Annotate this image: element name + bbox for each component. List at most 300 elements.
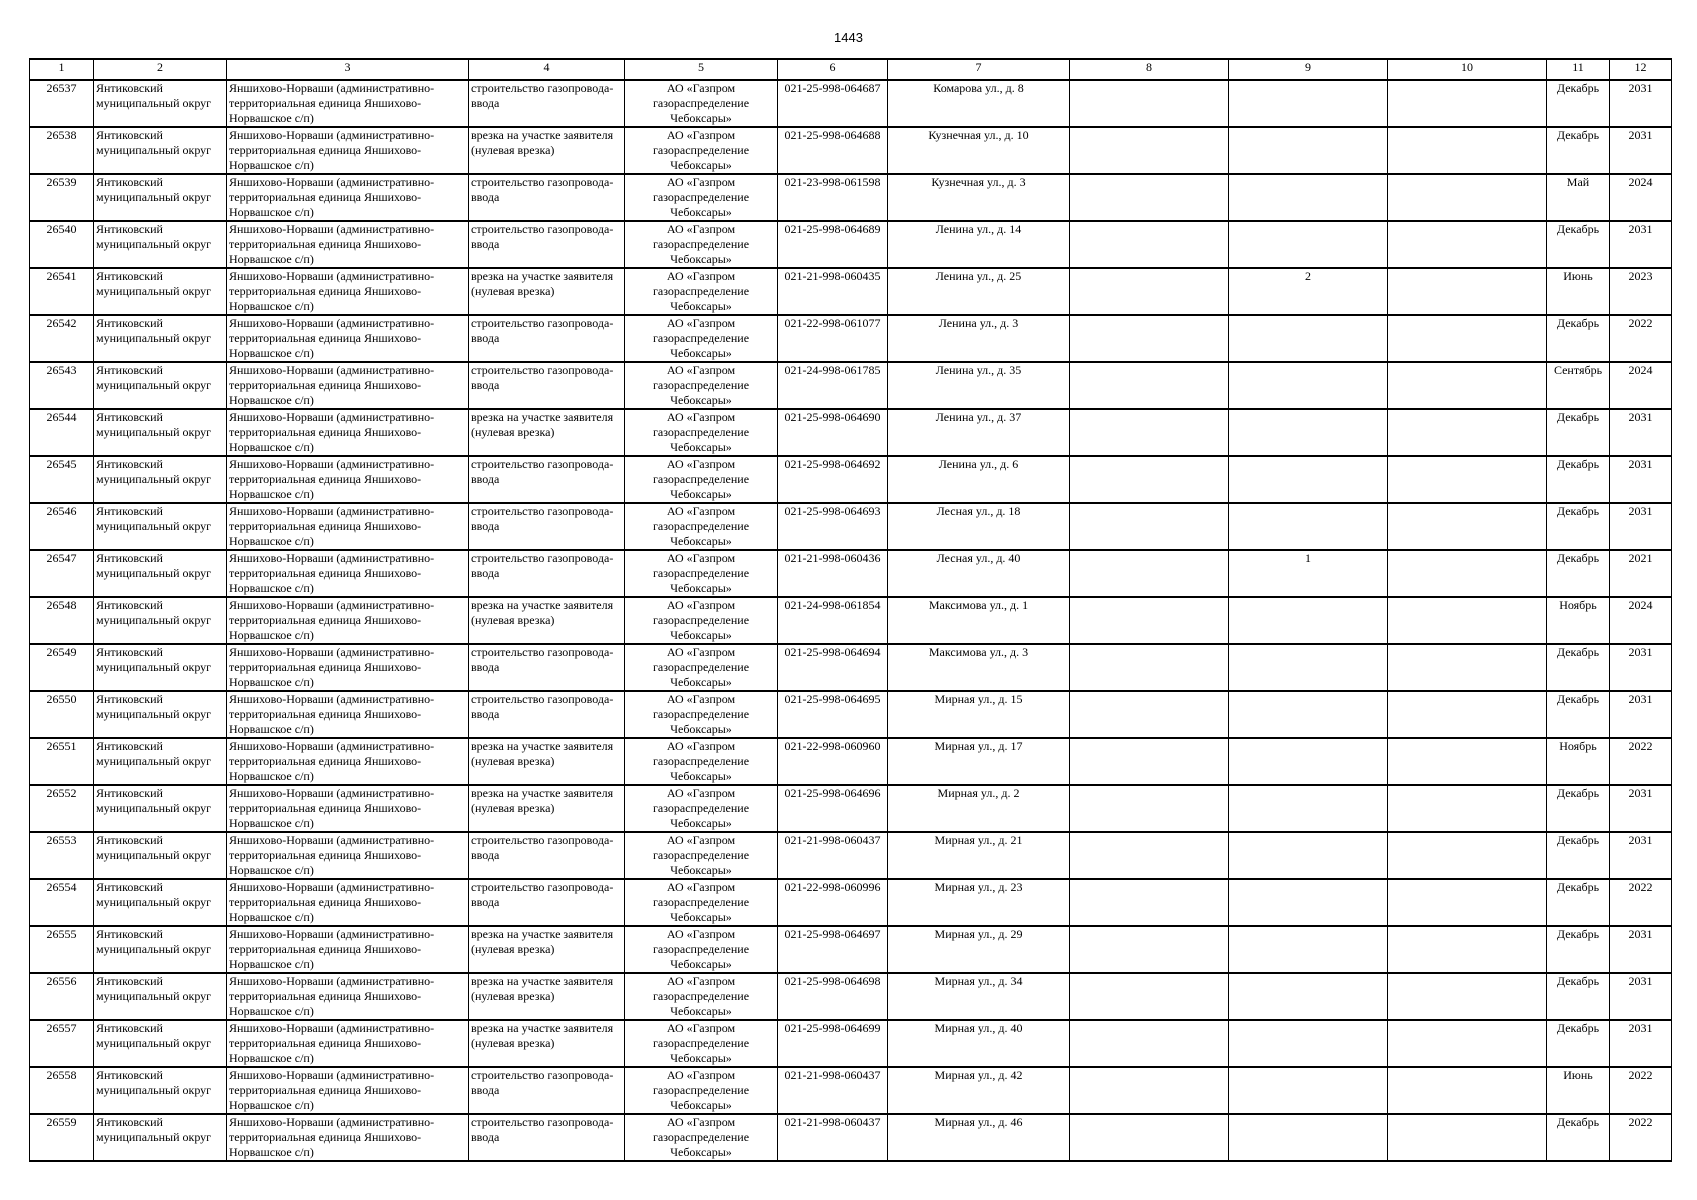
month-cell [1547,268,1610,315]
month-cell [1547,879,1610,926]
application-code-cell [778,691,888,738]
organization-cell [625,221,778,268]
address-cell [888,503,1070,550]
table-row [30,456,1672,503]
address-cell-text: Мирная ул., д. 23 [934,880,1023,894]
column-header: 10 [1388,59,1547,80]
year-cell-text: 2031 [1628,974,1653,988]
work-type-cell-text: врезка на участке заявителя (нулевая врезка) [471,269,614,298]
column-8-cell [1070,973,1229,1020]
settlement-cell [227,221,469,268]
settlement-cell [227,1020,469,1067]
organization-cell-text: АО «Газпром газораспределение Чебоксары» [652,128,750,172]
record-number-cell-text: 26540 [46,222,77,236]
application-code-cell-text: 021-25-998-064692 [784,457,881,471]
application-code-cell-text: 021-22-998-061077 [784,316,881,330]
district-cell-text: Янтиковский муниципальный округ [96,316,212,345]
month-cell-text: Декабрь [1556,880,1600,894]
application-code-cell [778,926,888,973]
column-10-cell [1388,221,1547,268]
organization-cell [625,1020,778,1067]
column-10-cell [1388,174,1547,221]
column-8-cell [1070,1067,1229,1114]
work-type-cell [469,785,625,832]
month-cell [1547,409,1610,456]
month-cell-text: Декабрь [1556,222,1600,236]
column-header: 6 [778,59,888,80]
column-9-cell [1229,268,1388,315]
work-type-cell-text: строительство газопровода-ввода [471,880,614,909]
column-9-cell [1229,1114,1388,1161]
month-cell [1547,738,1610,785]
work-type-cell [469,268,625,315]
application-code-cell-text: 021-24-998-061854 [784,598,881,612]
record-number-cell-text: 26556 [46,974,77,988]
address-cell [888,174,1070,221]
settlement-cell-text: Яншихово-Норваши (административно-территориальная единица Яншихово-Норвашское с/п) [229,410,435,454]
month-cell [1547,127,1610,174]
year-cell-text: 2031 [1628,786,1653,800]
column-8-cell [1070,221,1229,268]
record-number-cell-text: 26554 [46,880,77,894]
organization-cell-text: АО «Газпром газораспределение Чебоксары» [652,927,750,971]
year-cell-text: 2031 [1628,927,1653,941]
district-cell [94,315,227,362]
settlement-cell-text: Яншихово-Норваши (административно-территориальная единица Яншихово-Норвашское с/п) [229,645,435,689]
work-type-cell [469,315,625,362]
organization-cell-text: АО «Газпром газораспределение Чебоксары» [652,81,750,125]
district-cell [94,362,227,409]
work-type-cell-text: врезка на участке заявителя (нулевая врезка) [471,410,614,439]
application-code-cell [778,80,888,127]
column-header: 8 [1070,59,1229,80]
settlement-cell [227,315,469,362]
record-number-cell [30,503,94,550]
organization-cell [625,315,778,362]
record-number-cell-text: 26550 [46,692,77,706]
settlement-cell-text: Яншихово-Норваши (административно-территориальная единица Яншихово-Норвашское с/п) [229,598,435,642]
column-8-cell [1070,503,1229,550]
work-type-cell [469,973,625,1020]
address-cell-text: Максимова ул., д. 3 [928,645,1029,659]
table-row [30,503,1672,550]
settlement-cell [227,80,469,127]
work-type-cell-text: строительство газопровода-ввода [471,222,614,251]
work-type-cell [469,127,625,174]
district-cell-text: Янтиковский муниципальный округ [96,269,212,298]
year-cell-text: 2022 [1628,739,1653,753]
column-9-cell [1229,503,1388,550]
month-cell-text: Ноябрь [1559,598,1597,612]
year-cell [1610,832,1672,879]
record-number-cell [30,738,94,785]
organization-cell-text: АО «Газпром газораспределение Чебоксары» [652,269,750,313]
work-type-cell-text: строительство газопровода-ввода [471,692,614,721]
month-cell-text: Декабрь [1556,927,1600,941]
application-code-cell [778,785,888,832]
application-code-cell-text: 021-21-998-060437 [784,1115,881,1129]
table-row [30,127,1672,174]
table-row [30,362,1672,409]
application-code-cell [778,315,888,362]
column-10-cell [1388,80,1547,127]
record-number-cell-text: 26555 [46,927,77,941]
address-cell [888,1067,1070,1114]
district-cell-text: Янтиковский муниципальный округ [96,927,212,956]
column-9-cell [1229,785,1388,832]
month-cell-text: Декабрь [1556,645,1600,659]
record-number-cell [30,1020,94,1067]
settlement-cell [227,644,469,691]
year-cell [1610,456,1672,503]
settlement-cell [227,456,469,503]
application-code-cell-text: 021-25-998-064699 [784,1021,881,1035]
application-code-cell [778,879,888,926]
organization-cell-text: АО «Газпром газораспределение Чебоксары» [652,692,750,736]
column-10-cell [1388,597,1547,644]
month-cell [1547,315,1610,362]
year-cell-text: 2022 [1628,880,1653,894]
work-type-cell-text: строительство газопровода-ввода [471,833,614,862]
settlement-cell-text: Яншихово-Норваши (административно-территориальная единица Яншихово-Норвашское с/п) [229,316,435,360]
organization-cell [625,973,778,1020]
district-cell [94,879,227,926]
address-cell [888,1020,1070,1067]
address-cell [888,268,1070,315]
organization-cell-text: АО «Газпром газораспределение Чебоксары» [652,410,750,454]
year-cell-text: 2023 [1628,269,1653,283]
column-10-cell [1388,879,1547,926]
application-code-cell-text: 021-21-998-060437 [784,1068,881,1082]
year-cell-text: 2031 [1628,1021,1653,1035]
month-cell [1547,221,1610,268]
year-cell [1610,973,1672,1020]
work-type-cell [469,409,625,456]
year-cell-text: 2024 [1628,363,1653,377]
district-cell-text: Янтиковский муниципальный округ [96,504,212,533]
column-9-cell [1229,315,1388,362]
gas-connection-registry-table [29,58,1672,1162]
year-cell [1610,221,1672,268]
column-10-cell [1388,1067,1547,1114]
record-number-cell-text: 26559 [46,1115,77,1129]
record-number-cell [30,926,94,973]
district-cell [94,738,227,785]
work-type-cell-text: строительство газопровода-ввода [471,316,614,345]
settlement-cell-text: Яншихово-Норваши (административно-территориальная единица Яншихово-Норвашское с/п) [229,504,435,548]
organization-cell [625,550,778,597]
column-9-cell-text: 1 [1305,551,1311,565]
work-type-cell-text: врезка на участке заявителя (нулевая врезка) [471,786,614,815]
column-10-cell [1388,268,1547,315]
year-cell [1610,691,1672,738]
district-cell-text: Янтиковский муниципальный округ [96,1068,212,1097]
work-type-cell [469,550,625,597]
application-code-cell-text: 021-22-998-060996 [784,880,881,894]
column-8-cell [1070,127,1229,174]
district-cell [94,503,227,550]
table-row [30,221,1672,268]
record-number-cell [30,174,94,221]
column-header: 2 [94,59,227,80]
organization-cell-text: АО «Газпром газораспределение Чебоксары» [652,551,750,595]
month-cell-text: Декабрь [1556,410,1600,424]
work-type-cell [469,456,625,503]
work-type-cell [469,503,625,550]
district-cell-text: Янтиковский муниципальный округ [96,222,212,251]
record-number-cell-text: 26551 [46,739,77,753]
work-type-cell-text: строительство газопровода-ввода [471,504,614,533]
settlement-cell [227,550,469,597]
record-number-cell-text: 26552 [46,786,77,800]
year-cell-text: 2031 [1628,504,1653,518]
column-10-cell [1388,456,1547,503]
settlement-cell-text: Яншихово-Норваши (административно-территориальная единица Яншихово-Норвашское с/п) [229,551,435,595]
address-cell-text: Ленина ул., д. 14 [935,222,1022,236]
organization-cell-text: АО «Газпром газораспределение Чебоксары» [652,316,750,360]
district-cell [94,691,227,738]
record-number-cell-text: 26553 [46,833,77,847]
address-cell [888,315,1070,362]
application-code-cell-text: 021-25-998-064693 [784,504,881,518]
month-cell-text: Июнь [1563,1068,1593,1082]
record-number-cell-text: 26558 [46,1068,77,1082]
year-cell [1610,1020,1672,1067]
record-number-cell-text: 26549 [46,645,77,659]
settlement-cell-text: Яншихово-Норваши (административно-территориальная единица Яншихово-Норвашское с/п) [229,457,435,501]
settlement-cell-text: Яншихово-Норваши (административно-территориальная единица Яншихово-Норвашское с/п) [229,739,435,783]
work-type-cell-text: врезка на участке заявителя (нулевая врезка) [471,128,614,157]
address-cell [888,221,1070,268]
record-number-cell [30,268,94,315]
district-cell [94,221,227,268]
address-cell-text: Мирная ул., д. 46 [934,1115,1023,1129]
address-cell [888,644,1070,691]
column-8-cell [1070,550,1229,597]
column-10-cell [1388,409,1547,456]
month-cell [1547,503,1610,550]
application-code-cell [778,362,888,409]
district-cell-text: Янтиковский муниципальный округ [96,974,212,1003]
column-9-cell [1229,973,1388,1020]
column-10-cell [1388,362,1547,409]
month-cell-text: Декабрь [1556,974,1600,988]
month-cell-text: Май [1566,175,1590,189]
application-code-cell-text: 021-24-998-061785 [784,363,881,377]
application-code-cell-text: 021-22-998-060960 [784,739,881,753]
column-9-cell [1229,1020,1388,1067]
month-cell-text: Декабрь [1556,81,1600,95]
column-8-cell [1070,315,1229,362]
address-cell-text: Мирная ул., д. 40 [934,1021,1023,1035]
record-number-cell [30,1114,94,1161]
record-number-cell [30,832,94,879]
address-cell [888,832,1070,879]
address-cell [888,973,1070,1020]
column-10-cell [1388,973,1547,1020]
year-cell [1610,503,1672,550]
record-number-cell-text: 26538 [46,128,77,142]
settlement-cell-text: Яншихово-Норваши (административно-территориальная единица Яншихово-Норвашское с/п) [229,269,435,313]
column-10-cell [1388,1114,1547,1161]
table-row [30,550,1672,597]
record-number-cell [30,550,94,597]
month-cell-text: Декабрь [1556,1021,1600,1035]
column-9-cell [1229,456,1388,503]
column-10-cell [1388,926,1547,973]
application-code-cell [778,644,888,691]
column-9-cell [1229,174,1388,221]
settlement-cell [227,409,469,456]
organization-cell [625,268,778,315]
record-number-cell-text: 26557 [46,1021,77,1035]
application-code-cell-text: 021-25-998-064690 [784,410,881,424]
address-cell [888,597,1070,644]
year-cell-text: 2022 [1628,1068,1653,1082]
table-row [30,174,1672,221]
district-cell-text: Янтиковский муниципальный округ [96,551,212,580]
month-cell [1547,174,1610,221]
column-10-cell [1388,315,1547,362]
record-number-cell-text: 26542 [46,316,77,330]
table-row [30,1114,1672,1161]
year-cell-text: 2024 [1628,598,1653,612]
column-8-cell [1070,879,1229,926]
settlement-cell-text: Яншихово-Норваши (административно-территориальная единица Яншихово-Норвашское с/п) [229,363,435,407]
work-type-cell-text: врезка на участке заявителя (нулевая врезка) [471,739,614,768]
year-cell [1610,785,1672,832]
organization-cell-text: АО «Газпром газораспределение Чебоксары» [652,974,750,1018]
application-code-cell [778,174,888,221]
address-cell-text: Мирная ул., д. 17 [934,739,1023,753]
registry-body [30,80,1672,1161]
district-cell-text: Янтиковский муниципальный округ [96,645,212,674]
work-type-cell [469,221,625,268]
record-number-cell [30,785,94,832]
organization-cell [625,362,778,409]
application-code-cell [778,738,888,785]
settlement-cell-text: Яншихово-Норваши (административно-территориальная единица Яншихово-Норвашское с/п) [229,222,435,266]
address-cell [888,80,1070,127]
year-cell-text: 2031 [1628,222,1653,236]
column-8-cell [1070,409,1229,456]
month-cell-text: Декабрь [1556,1115,1600,1129]
month-cell-text: Декабрь [1556,833,1600,847]
address-cell-text: Ленина ул., д. 6 [938,457,1019,471]
work-type-cell [469,926,625,973]
work-type-cell-text: врезка на участке заявителя (нулевая врезка) [471,1021,614,1050]
settlement-cell-text: Яншихово-Норваши (административно-территориальная единица Яншихово-Норвашское с/п) [229,128,435,172]
address-cell-text: Максимова ул., д. 1 [928,598,1029,612]
column-8-cell [1070,597,1229,644]
application-code-cell [778,409,888,456]
application-code-cell-text: 021-25-998-064687 [784,81,881,95]
address-cell-text: Мирная ул., д. 29 [934,927,1023,941]
month-cell [1547,926,1610,973]
record-number-cell [30,315,94,362]
work-type-cell [469,879,625,926]
settlement-cell [227,691,469,738]
application-code-cell-text: 021-21-998-060437 [784,833,881,847]
column-8-cell [1070,456,1229,503]
year-cell [1610,879,1672,926]
record-number-cell-text: 26539 [46,175,77,189]
address-cell-text: Ленина ул., д. 35 [935,363,1022,377]
settlement-cell-text: Яншихово-Норваши (административно-территориальная единица Яншихово-Норвашское с/п) [229,833,435,877]
record-number-cell [30,456,94,503]
settlement-cell [227,174,469,221]
year-cell-text: 2021 [1628,551,1653,565]
table-row [30,785,1672,832]
application-code-cell-text: 021-25-998-064696 [784,786,881,800]
column-9-cell [1229,362,1388,409]
record-number-cell-text: 26541 [46,269,77,283]
district-cell-text: Янтиковский муниципальный округ [96,692,212,721]
organization-cell-text: АО «Газпром газораспределение Чебоксары» [652,504,750,548]
organization-cell-text: АО «Газпром газораспределение Чебоксары» [652,1115,750,1159]
district-cell-text: Янтиковский муниципальный округ [96,457,212,486]
column-10-cell [1388,503,1547,550]
page-number: 1443 [834,30,863,45]
district-cell [94,174,227,221]
work-type-cell [469,691,625,738]
year-cell [1610,80,1672,127]
column-10-cell [1388,127,1547,174]
column-9-cell [1229,221,1388,268]
district-cell [94,80,227,127]
settlement-cell-text: Яншихово-Норваши (административно-территориальная единица Яншихово-Норвашское с/п) [229,692,435,736]
settlement-cell-text: Яншихово-Норваши (административно-территориальная единица Яншихово-Норвашское с/п) [229,974,435,1018]
year-cell-text: 2022 [1628,1115,1653,1129]
application-code-cell [778,503,888,550]
settlement-cell [227,1114,469,1161]
district-cell [94,926,227,973]
record-number-cell [30,691,94,738]
work-type-cell-text: строительство газопровода-ввода [471,1068,614,1097]
record-number-cell-text: 26548 [46,598,77,612]
column-8-cell [1070,738,1229,785]
district-cell [94,127,227,174]
column-header: 1 [30,59,94,80]
work-type-cell-text: врезка на участке заявителя (нулевая врезка) [471,927,614,956]
settlement-cell [227,738,469,785]
work-type-cell-text: строительство газопровода-ввода [471,1115,614,1144]
district-cell [94,409,227,456]
month-cell [1547,597,1610,644]
organization-cell [625,597,778,644]
settlement-cell-text: Яншихово-Норваши (административно-территориальная единица Яншихово-Норвашское с/п) [229,1115,435,1159]
column-header: 11 [1547,59,1610,80]
work-type-cell-text: строительство газопровода-ввода [471,645,614,674]
application-code-cell [778,1114,888,1161]
organization-cell-text: АО «Газпром газораспределение Чебоксары» [652,739,750,783]
organization-cell [625,503,778,550]
column-8-cell [1070,174,1229,221]
record-number-cell [30,80,94,127]
work-type-cell [469,174,625,221]
address-cell-text: Лесная ул., д. 40 [936,551,1021,565]
organization-cell [625,691,778,738]
record-number-cell [30,221,94,268]
settlement-cell [227,597,469,644]
address-cell-text: Мирная ул., д. 34 [934,974,1023,988]
column-9-cell [1229,644,1388,691]
application-code-cell-text: 021-25-998-064697 [784,927,881,941]
column-header: 3 [227,59,469,80]
address-cell-text: Кузнечная ул., д. 3 [931,175,1026,189]
settlement-cell-text: Яншихово-Норваши (административно-территориальная единица Яншихово-Норвашское с/п) [229,81,435,125]
record-number-cell-text: 26546 [46,504,77,518]
